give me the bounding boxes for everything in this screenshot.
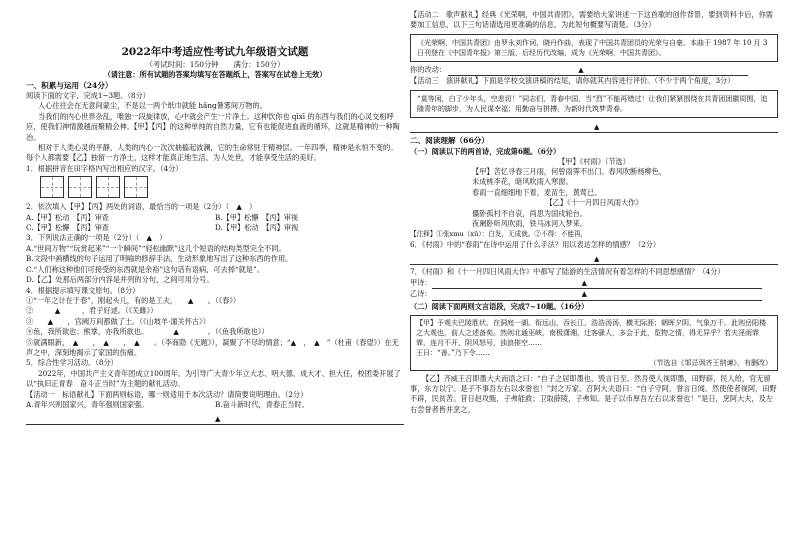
yi-label: 乙诗：	[410, 289, 432, 299]
question-5: 5．综合性学习活动。（8分）	[26, 358, 118, 368]
revision-line[interactable]	[448, 65, 748, 76]
right-column	[410, 10, 778, 415]
question-3-option-b: B.文段中画横线的句子运用了明喻的修辞手法，生动形象地写出了这种东西的作用。	[26, 254, 293, 264]
part-a-heading: （一）阅读以下的两首诗，完成第6题。（6分）	[410, 146, 561, 156]
activity-3: 【活动三 演讲献礼】下面是学校交演讲稿的结尾，请你就其内容进行评价。（不少于两个角度，3分）	[410, 76, 735, 86]
exam-notice: （请注意：所有试题的答案均填写在答题纸上，答案写在试卷上无效）	[103, 70, 327, 79]
classical-passage-a	[410, 315, 778, 371]
passage-paragraph-3: 相对于人类心灵的平静，人类的内心一次次抽搐起波澜，它的生命常驻于精神层。一年四季，精神是永恒不变的。每个人都需要【乙】独留一方净土，这样才能真正地生活，为人处世，才能享受生活的美好。	[26, 143, 398, 163]
jia-line[interactable]	[432, 278, 762, 289]
option-d: D.【甲】松动 【丙】审视	[215, 223, 299, 233]
poem-a-line-3: 春雨一直细细地下着，麦苗生，黄莺已。	[472, 187, 602, 197]
answer-marker: ▲	[581, 290, 587, 299]
question-3: 3．下列说法正确的一项是（2分）（ ▲ ）	[26, 233, 167, 243]
activity-1-options	[26, 400, 404, 410]
poem-a-title: 【甲】《村雨》（节选）	[558, 156, 630, 166]
question-4-item-1: ①“一年之计在于春”，刚起头儿，有的是工夫， ▲ 。（《春》）	[26, 295, 241, 305]
passage-paragraph-1: 人心往往会在无意间蒙尘，不是以一两个纸巾就能 hǎng暑雾间万物的。	[38, 101, 267, 111]
option-b: B.【甲】松懈 【丙】审视	[215, 212, 299, 222]
question-4-item-5: ⑤就满眼新， ▲ ， ▲ ， ▲ 。（李商隐《无题》），凝聚了不尽的情意；“▲ ， ▲ ”（杜甫《春望》）在无声之中，深刻地揭示了家国的伤痛。	[26, 337, 399, 357]
slogan-a: A.青年兴则国家兴，青年强则国家强。	[26, 399, 149, 409]
poem-b-line-2: 夜阑卧听风吹雨，铁马冰河入梦来。	[472, 219, 588, 229]
question-2: 2．依次填入【甲】【丙】两处的词语，最恰当的一项是（2分）（ ▲ ）	[26, 202, 257, 212]
exam-title: 2022年中考适应性考试九年级语文试题	[121, 46, 309, 58]
info-card: 《光荣啊，中国共青团》由罗永刘作词、晓丹作曲，表现了中国共青团员的光荣与自豪。本曲于 1987 年 10 月 3 日刊登在《中国青年报》第三版，后经历代改编，成为《光荣啊，中国共青团》。	[410, 34, 778, 62]
exam-subtitle: （考试时间：150分钟 满分：150分）	[145, 60, 285, 69]
question-3-option-a: A.“世间万物”“玩赏起来”“一个瞬间”“轻松幽默”这几个短语的结构类型完全不同。	[26, 243, 286, 253]
question-3-option-c: C.“人们称这种他们可接受的东西就是余裕”这句话有语病，可去掉“就是”。	[26, 264, 264, 274]
grid-cell[interactable]	[96, 176, 120, 198]
answer-marker: ▲	[215, 415, 221, 424]
question-5-intro: 2022年，中国共产主义青年团成立100周年。为引导广大青少年立大志、明大德、成大才、担大任，校团委开展了以“执旧正青春 奋斗正当时”为主题的献礼活动。	[26, 368, 401, 389]
poem-b-title: 【乙】《十一月四日风雨大作》	[545, 198, 643, 208]
grid-cell[interactable]	[68, 176, 92, 198]
activity-2: 【活动二 歌声献礼】经典《光荣啊，中国共青团》，需要给大家讲述一下这首歌的创作背景，要到资料卡后，你需要加工信息，以下三句话请选用更准确的信息，为此短句概要写清楚。（3分）	[410, 10, 773, 30]
question-1: 1．根据拼音在田字格内写出相应的汉字。（4分）	[26, 163, 183, 173]
grid-cell[interactable]	[124, 176, 148, 198]
yi-line[interactable]	[432, 289, 762, 300]
question-4-item-2: ② ▲ ，君子好逑。（《关雎》）	[26, 306, 158, 316]
option-a: A.【甲】松动 【丙】审查	[26, 212, 109, 222]
question-4: 4．根据提示填写课文原句。（8分）	[26, 285, 140, 295]
revision-blank[interactable]	[410, 65, 778, 76]
question-7: 7．《村雨》和《十一月四日风雨大作》中都写了陆游的生活情况有着怎样的不同思想感情？（4分）	[410, 267, 725, 277]
slogan-b: B.奋斗新时代，青春正当时。	[215, 399, 309, 409]
question-6: 6．《村雨》中的“春雨”在诗中运用了什么手法？用以表达怎样的情感？（2分）	[410, 239, 661, 249]
reading-intro: 阅读下面的文字，完成1~3题。（8分）	[26, 91, 150, 100]
revision-label: 你的改动：	[410, 64, 446, 74]
question-3-option-d: D.【乙】处那后两部分内容是并列的分句，之间可用分号。	[26, 275, 214, 285]
answer-line[interactable]	[410, 256, 778, 265]
answer-yi[interactable]	[410, 289, 778, 300]
poem-note: 【注释】①张xmu（xū）：白发，无成就。②不得：不能再，	[410, 230, 588, 239]
answer-marker: ▲	[594, 255, 600, 264]
activity-1: 【活动一 标语献礼】下面两则标语，哪一则适用于本次活动？请简要说明理由。（2分）	[26, 389, 308, 399]
answer-marker: ▲	[578, 65, 584, 74]
answer-marker: ▲	[581, 278, 587, 287]
classical-text-a-end: 王曰：“善。”乃下令……	[416, 348, 490, 357]
classical-passage-b: 【乙】齐威王召即墨大夫而语之曰：“自子之居即墨也，毁言日至。然吾使人视即墨，田野辟，民人给，官无留事，东方以宁。是子不事吾左右以求誉也！”封之万家。召阿大夫语曰：“自子守阿，誉言日闻。然使使者视阿，田野不辟，民贫苦。昔日赵攻甄，子弗能救；卫取薛陵，子弗知。是子以币厚吾左右以求誉也！”是日，烹阿大夫，及左右尝誉者皆并烹之。	[410, 373, 777, 414]
speech-excerpt: “莫等闲，白了少年头，空悲切！”同志们，青春中国，当“烈”不能再错过！让我们紧紧围绕在共青团团徽周围，追随青年的脚步，为人民谋幸福；用勤奋与拼搏，为新时代筑梦青春。	[410, 90, 778, 118]
question-4-item-4: ④鱼，我所欲也；熊掌，亦我所欲也。 ▲ 。（《鱼我所欲也》）	[26, 327, 269, 337]
jia-label: 甲诗：	[410, 277, 432, 287]
answer-line[interactable]	[26, 416, 404, 425]
answer-line[interactable]	[410, 124, 778, 133]
poem-b-line-1: 僵卧孤村不自哀，尚思为国戍轮台。	[472, 208, 588, 218]
passage-paragraph-2: 当我们的内心世界杂乱，唯独一段旋律放，心中就会产生一片净土。这种饮你也 qīxī 的东西与我们的心灵交相呼应，使我们神情激越而聚精会神。【甲】【丙】的这种单纯的自然力量，它有也能促进血液的循环，这就是精神的一种陶冶。	[26, 111, 400, 142]
classical-text-a: 【甲】予观夫巴陵胜状，在洞庭一湖。衔远山，吞长江，浩浩汤汤，横无际涯；朝晖夕阴，气象万千。此则岳阳楼之大观也，前人之述备矣。然则北通巫峡，南极潇湘，迁客骚人，多会于此，览物之情，得无异乎？若夫淫雨霏霏，连月不开，阴风怒号，浊浪排空……	[416, 318, 766, 347]
part-b-heading: （二）阅读下面两则文言语段，完成7~10题。（16分）	[410, 301, 589, 311]
question-4-item-3: ③ ▲ ，宫阙万间都做了土。（《山坡羊·潼关怀古》）	[26, 316, 210, 326]
source-note: （节选自《邹忌讽齐王纳谏》，有删改）	[649, 358, 772, 367]
poem-a-line-1: 【甲】苦忆寻春三月雨，何曾雨霁不出门。春风吹断杨柳色，	[472, 167, 667, 177]
poem-a-line-2: 未成桃李花，暗风吹雨入寒窗。	[472, 177, 573, 187]
question-2-options	[26, 213, 404, 234]
option-c: C.【甲】松懈 【丙】审查	[26, 223, 109, 233]
grid-cell[interactable]	[40, 176, 64, 198]
section-1-heading: 一、积累与运用（24分）	[26, 81, 113, 90]
left-column	[26, 45, 404, 427]
answer-marker: ▲	[594, 122, 600, 131]
tianzige-grid[interactable]	[40, 176, 404, 198]
section-2-heading: 二、阅读理解（66分）	[410, 135, 489, 145]
answer-jia[interactable]	[410, 278, 778, 289]
